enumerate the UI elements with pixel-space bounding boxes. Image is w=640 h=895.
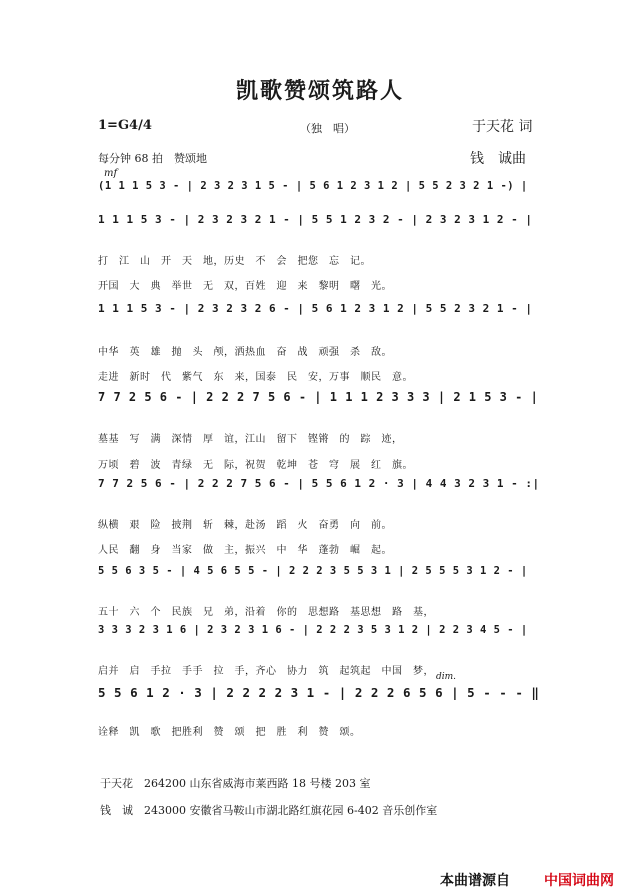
key-meter: 1=G4/4 — [98, 118, 152, 133]
notation-row-4: 7 7 2 5 6 - | 2 2 2 7 5 6 - | 5 5 6 1 2 · 3 | 4 4 3 2 3 1 - :| — [98, 477, 540, 490]
lyric-row-4-verse-2: 人民 翻 身 当家 做 主，振兴 中 华 蓬勃 崛 起。 — [98, 545, 392, 556]
page-title: 凯歌赞颂筑路人 — [235, 79, 404, 104]
lyric-row-6-verse-1: 启并 启 手拉 手手 拉 手，齐心 协力 筑 起筑起 中国 梦， — [98, 666, 434, 677]
lyric-row-1-verse-2: 开国 大 典 举世 无 双，百姓 迎 来 黎明 曙 光。 — [98, 281, 392, 292]
notation-row-6: 3 3 3 2 3 1 6 | 2 3 2 3 1 6 - | 2 2 2 3 5 3 1 2 | 2 2 3 4 5 - | — [98, 624, 528, 636]
footer-source-label: 本曲谱源自 — [440, 873, 510, 889]
lyric-row-7-verse-1: 诠释 凯 歌 把胜利 赞 颂 把 胜 利 赞 颂。 — [98, 727, 361, 738]
notation-row-3: 7 7 2 5 6 - | 2 2 2 7 5 6 - | 1 1 1 2 3 3 3 | 2 1 5 3 - | — [98, 390, 539, 404]
notation-row-7: 5 5 6 1 2 · 3 | 2 2 2 2 3 1 - | 2 2 2 6 5 6 | 5 - - - ‖ — [98, 685, 540, 700]
lyric-row-3-verse-1: 墓基 写 满 深情 厚 谊，江山 留下 铿锵 的 踪 迹， — [98, 434, 403, 445]
notation-row-5: 5 5 6 3 5 - | 4 5 6 5 5 - | 2 2 2 3 5 5 3 1 | 2 5 5 5 3 1 2 - | — [98, 565, 528, 577]
lyricist-credit: 于天花 词 — [472, 119, 533, 135]
lyric-row-1-verse-1: 打 江 山 开 天 地，历史 不 会 把您 忘 记。 — [98, 256, 371, 267]
lyric-row-5-verse-1: 五十 六 个 民族 兄 弟，沿着 你的 思想路 基思想 路 基， — [98, 607, 434, 618]
tempo-marking: 每分钟 68 拍 赞颂地 — [98, 152, 207, 165]
lyric-row-4-verse-1: 纵横 艰 险 披荆 斩 棘，赴汤 蹈 火 奋勇 向 前。 — [98, 520, 392, 531]
lyric-row-3-verse-2: 万顷 碧 波 青绿 无 际，祝贺 乾坤 苍 穹 展 红 旗。 — [98, 460, 413, 471]
footer-site-link[interactable]: 中国词曲网 — [544, 873, 614, 889]
composer-credit: 钱 诚曲 — [470, 151, 526, 167]
dynamic-mark: mf — [104, 168, 118, 179]
notation-row-intro: (1 1 1 5 3 - | 2 3 2 3 1 5 - | 5 6 1 2 3 1 2 | 5 5 2 3 2 1 -) | — [98, 180, 528, 192]
lyric-row-2-verse-1: 中华 英 雄 抛 头 颅，洒热血 奋 战 顽强 杀 敌。 — [98, 347, 392, 358]
lyric-row-2-verse-2: 走进 新时 代 紫气 东 来，国泰 民 安，万事 顺民 意。 — [98, 372, 413, 383]
diminuendo-mark: dim. — [436, 672, 457, 682]
performance-type: （独 唱） — [300, 122, 355, 135]
notation-row-2: 1 1 1 5 3 - | 2 3 2 3 2 6 - | 5 6 1 2 3 1 2 | 5 5 2 3 2 1 - | — [98, 302, 533, 315]
notation-row-1: 1 1 1 5 3 - | 2 3 2 3 2 1 - | 5 5 1 2 3 2 - | 2 3 2 3 1 2 - | — [98, 213, 533, 226]
contact-lyricist: 于天花 264200 山东省威海市莱西路 18 号楼 203 室 — [100, 777, 371, 790]
contact-composer: 钱 诚 243000 安徽省马鞍山市湖北路红旗花园 6-402 音乐创作室 — [100, 804, 438, 817]
